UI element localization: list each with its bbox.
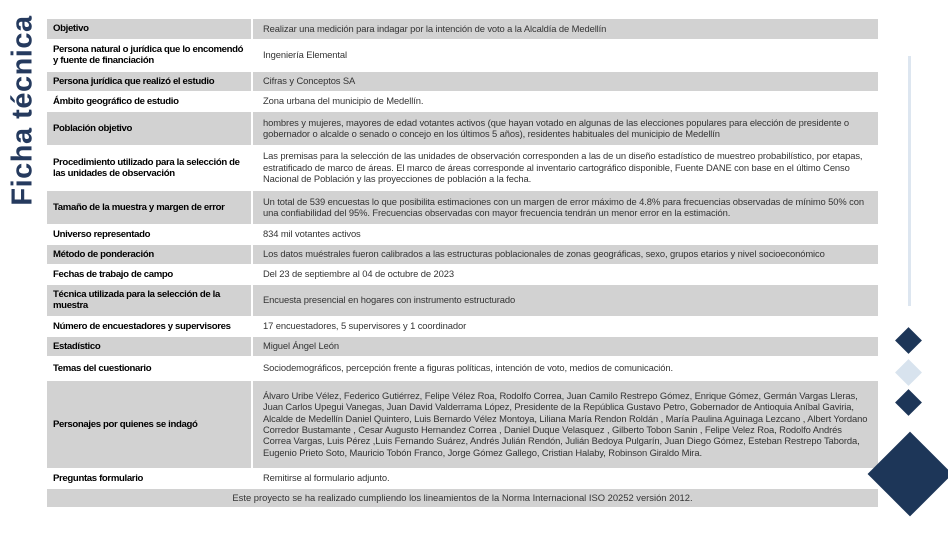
- table-row: [47, 190, 878, 224]
- row-value: Encuesta presencial en hogares con instrumento estructurado: [252, 284, 878, 316]
- row-label: Tamaño de la muestra y margen de error: [47, 190, 252, 224]
- footer-note: Este proyecto se ha realizado cumpliendo los lineamientos de la Norma Internacional ISO 20252 versión 2012.: [47, 488, 878, 507]
- side-title-text: Ficha técnica: [6, 15, 39, 206]
- row-value: hombres y mujeres, mayores de edad votantes activos (que hayan votado en algunas de las elecciones populares para elección de presidente o gobernador o alcalde o senado o concejo en los últimos 5 años), residentes habituales del municipio de Medellín: [252, 111, 878, 145]
- table-row: [47, 468, 878, 488]
- row-value: Del 23 de septiembre al 04 de octubre de 2023: [252, 264, 878, 284]
- row-label: Técnica utilizada para la selección de la muestra: [47, 284, 252, 316]
- row-value: Álvaro Uribe Vélez, Federico Gutiérrez, Felipe Vélez Roa, Rodolfo Correa, Juan Camilo Restrepo Gómez, Enrique Gómez, Germán Vargas Lleras, Juan Carlos Upegui Vanegas, Juan David Valderrama López, Presidente de la República Gustavo Petro, Gobernador de Antioquia Aníbal Gaviria, Alcalde de Medellín Daniel Quintero, Luis Bernardo Vélez Montoya, Liliana María Rendon Roldán , María Paulina Aguinaga Lezcano , Albert Yordano Corredor Bustamante , Cesar Augusto Hernandez Correa , Daniel Duque Velasquez , Gilberto Tobon Sanin , Felipe Velez Roa, Rodolfo Andrés Correa Vargas, Luis Pérez ,Luis Fernando Suárez, Andrés Julián Rendón, Julián Bedoya Pulgarín, Juan Diego Gómez, Esteban Restrepo Taborda, Eugenio Prieto Soto, Mauricio Tobón Franco, Jorge Gómez Gallego, Cristian Halaby, Robinson Giraldo Mira.: [252, 380, 878, 468]
- side-title: [2, 15, 44, 206]
- row-value: Los datos muéstrales fueron calibrados a las estructuras poblacionales de zonas geográficas, sexo, grupos etarios y nivel socioeconómico: [252, 244, 878, 264]
- row-value: 17 encuestadores, 5 supervisores y 1 coordinador: [252, 316, 878, 336]
- diamond-icon: [895, 327, 922, 354]
- row-value: Las premisas para la selección de las unidades de observación corresponden a las de un diseño estadístico de muestreo probabilístico, por etapas, estratificado de marco de áreas. El marco de áreas corresponde al inventario cartográfico disponible, Fuente DANE con base en el último Censo Nacional de Población y las proyecciones de población a la fecha.: [252, 145, 878, 190]
- row-value: Remitirse al formulario adjunto.: [252, 468, 878, 488]
- table-row: [47, 336, 878, 356]
- table-footer-row: [47, 488, 878, 507]
- row-value: Sociodemográficos, percepción frente a figuras políticas, intención de voto, medios de comunicación.: [252, 356, 878, 380]
- row-label: Temas del cuestionario: [47, 356, 252, 380]
- row-value: Un total de 539 encuestas lo que posibilita estimaciones con un margen de error máximo de 4.8% para frecuencias observadas de mínimo 50% con una confiabilidad del 95%. Frecuencias observadas con mayor frecuencia tendrán un menor error en la estimación.: [252, 190, 878, 224]
- technical-sheet-table: [47, 19, 878, 508]
- row-label: Persona jurídica que realizó el estudio: [47, 71, 252, 91]
- table-row: [47, 356, 878, 380]
- row-value: Zona urbana del municipio de Medellín.: [252, 91, 878, 111]
- table-row: [47, 316, 878, 336]
- table-row: [47, 71, 878, 91]
- row-label: Estadístico: [47, 336, 252, 356]
- diamond-icon: [895, 389, 922, 416]
- row-label: Universo representado: [47, 224, 252, 244]
- row-value: Miguel Ángel León: [252, 336, 878, 356]
- diamond-icon: [895, 359, 922, 386]
- row-value: Realizar una medición para indagar por la intención de voto a la Alcaldía de Medellín: [252, 19, 878, 39]
- table-row: [47, 244, 878, 264]
- row-label: Persona natural o jurídica que lo encomendó y fuente de financiación: [47, 39, 252, 71]
- row-label: Preguntas formulario: [47, 468, 252, 488]
- table-row: [47, 224, 878, 244]
- diamond-icon: [868, 432, 948, 517]
- table-row: [47, 264, 878, 284]
- row-label: Procedimiento utilizado para la selección de las unidades de observación: [47, 145, 252, 190]
- row-value: Ingeniería Elemental: [252, 39, 878, 71]
- row-label: Personajes por quienes se indagó: [47, 380, 252, 468]
- row-label: Población objetivo: [47, 111, 252, 145]
- row-label: Número de encuestadores y supervisores: [47, 316, 252, 336]
- table-row: [47, 91, 878, 111]
- table-row: [47, 39, 878, 71]
- table-row: [47, 145, 878, 190]
- table-row: [47, 380, 878, 468]
- row-label: Método de ponderación: [47, 244, 252, 264]
- row-label: Fechas de trabajo de campo: [47, 264, 252, 284]
- table-row: [47, 111, 878, 145]
- row-label: Objetivo: [47, 19, 252, 39]
- decorative-line: [908, 56, 911, 306]
- row-value: 834 mil votantes activos: [252, 224, 878, 244]
- row-label: Ámbito geográfico de estudio: [47, 91, 252, 111]
- table-row: [47, 19, 878, 39]
- table-row: [47, 284, 878, 316]
- row-value: Cifras y Conceptos SA: [252, 71, 878, 91]
